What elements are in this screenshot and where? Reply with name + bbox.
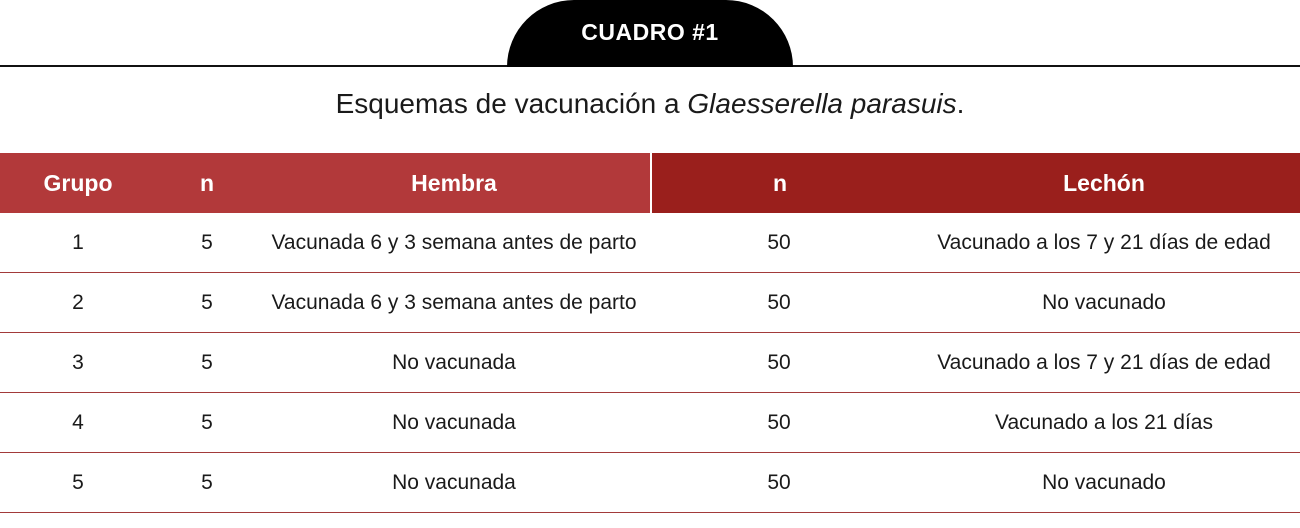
cell-hembra: No vacunada	[392, 470, 516, 494]
cell-n-lechon: 50	[767, 230, 791, 254]
table-row	[0, 393, 1300, 453]
cell-hembra: No vacunada	[392, 410, 516, 434]
caption-prefix: Esquemas de vacunación a	[335, 88, 688, 119]
cell-n-hembra: 5	[201, 290, 213, 314]
figure-tab	[507, 0, 793, 67]
cell-grupo: 3	[72, 350, 84, 374]
cell-lechon: No vacunado	[1042, 290, 1166, 314]
cell-n-lechon: 50	[767, 290, 791, 314]
cell-lechon: Vacunado a los 21 días	[995, 410, 1213, 434]
table-caption	[0, 88, 1300, 120]
header-hembra: Hembra	[258, 153, 650, 213]
header-lechon: Lechón	[908, 153, 1300, 213]
header-n-lechon: n	[650, 153, 908, 213]
cell-n-hembra: 5	[201, 410, 213, 434]
cell-lechon: Vacunado a los 7 y 21 días de edad	[937, 230, 1271, 254]
header-n-hembra: n	[156, 153, 258, 213]
vaccination-table	[0, 153, 1300, 513]
header-grupo: Grupo	[0, 153, 156, 213]
table-row	[0, 213, 1300, 273]
cell-hembra: Vacunada 6 y 3 semana antes de parto	[271, 290, 637, 314]
cell-n-lechon: 50	[767, 350, 791, 374]
table-row	[0, 453, 1300, 513]
caption-species: Glaesserella parasuis	[687, 88, 957, 119]
cell-grupo: 4	[72, 410, 84, 434]
cell-grupo: 1	[72, 230, 84, 254]
cell-n-lechon: 50	[767, 410, 791, 434]
table-header-row	[0, 153, 1300, 213]
caption-suffix: .	[956, 88, 965, 119]
figure-tab-label: CUADRO #1	[581, 19, 719, 45]
cell-hembra: No vacunada	[392, 350, 516, 374]
cell-n-lechon: 50	[767, 470, 791, 494]
cell-grupo: 2	[72, 290, 84, 314]
cell-grupo: 5	[72, 470, 84, 494]
cell-n-hembra: 5	[201, 470, 213, 494]
cell-n-hembra: 5	[201, 230, 213, 254]
cell-lechon: Vacunado a los 7 y 21 días de edad	[937, 350, 1271, 374]
cell-lechon: No vacunado	[1042, 470, 1166, 494]
cell-n-hembra: 5	[201, 350, 213, 374]
cell-hembra: Vacunada 6 y 3 semana antes de parto	[271, 230, 637, 254]
table-row	[0, 333, 1300, 393]
table-row	[0, 273, 1300, 333]
